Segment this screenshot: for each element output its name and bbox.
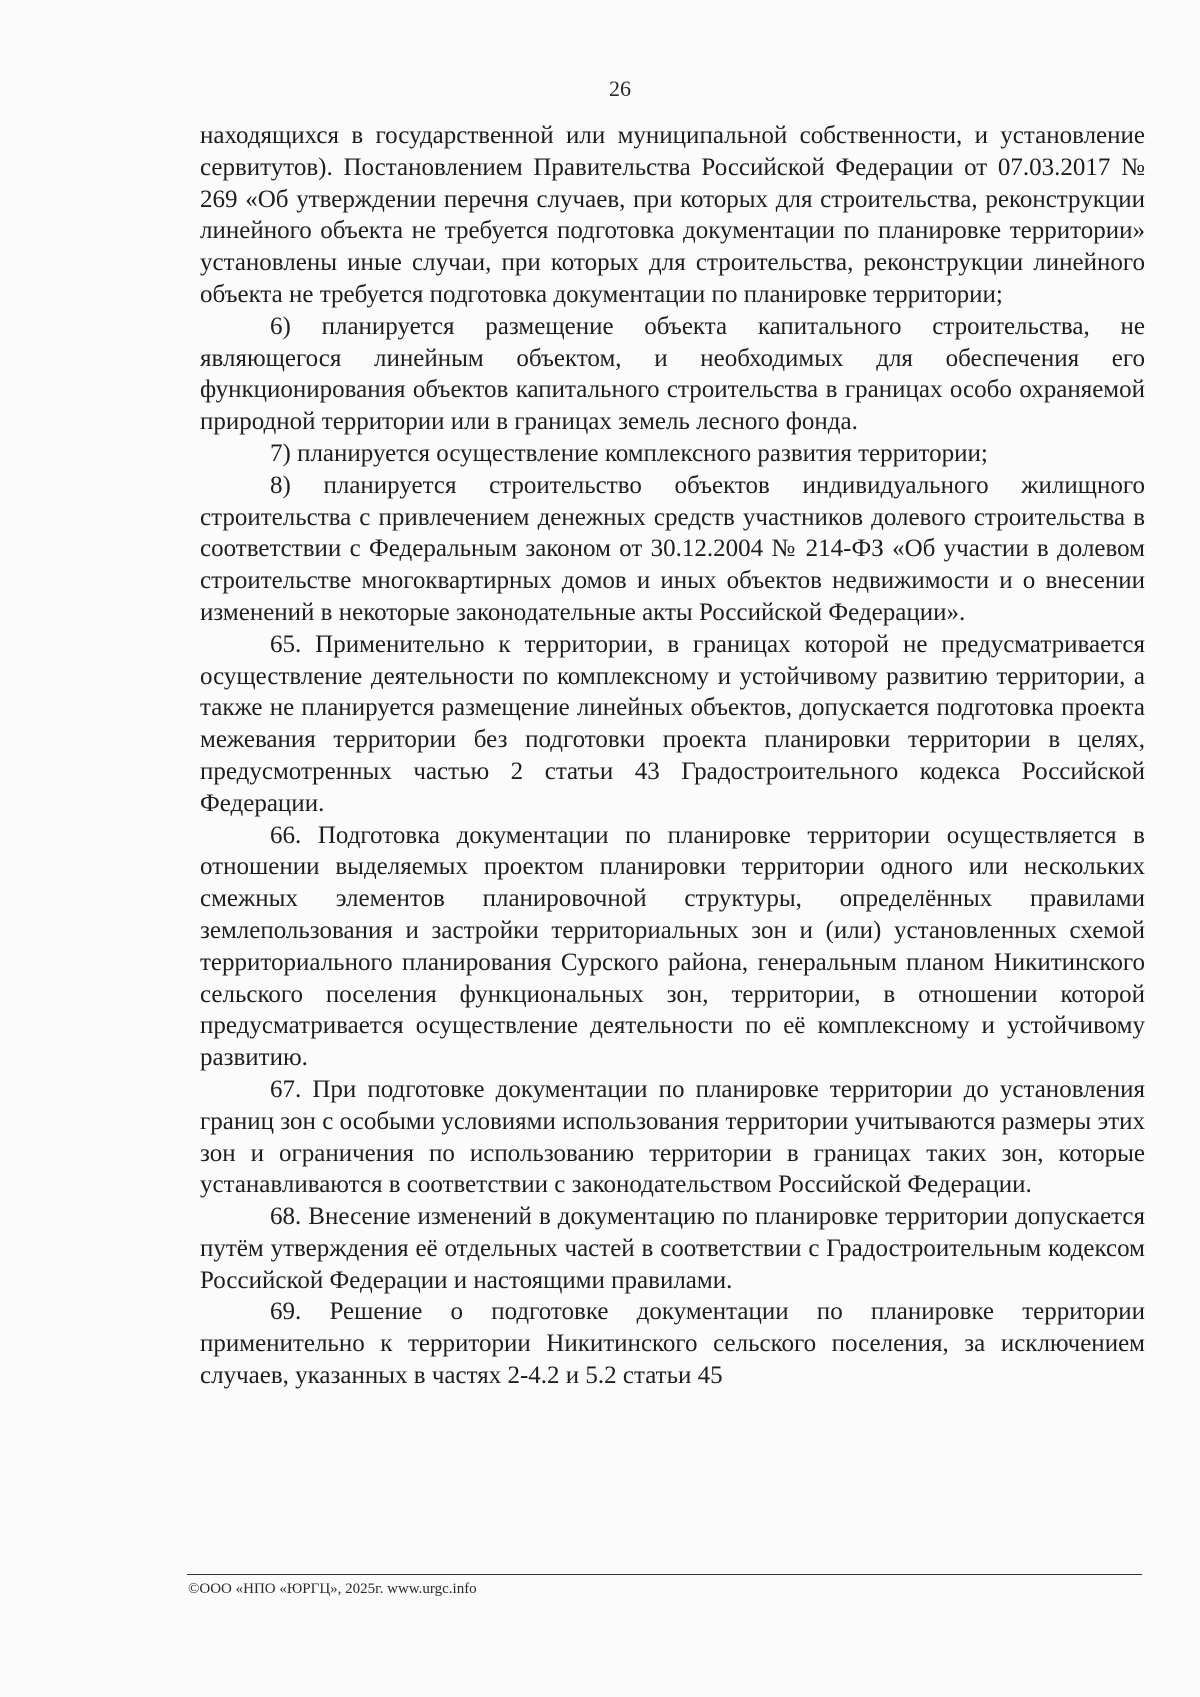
paragraph-65: 65. Применительно к территории, в границах которой не предусматривается осуществление деятельности по комплексному и устойчивому развитию территории, а также не планируется размещение линейных объектов, допускается подготовка проекта межевания территории без подготовки проекта планировки территории в целях, предусмотренных частью 2 статьи 43 Градостроительного кодекса Российской Федерации.: [200, 630, 1145, 817]
paragraph-67: 67. При подготовке документации по планировке территории до установления границ зон с особыми условиями использования территории учитываются размеры этих зон и ограничения по использованию территории в границах таких зон, которые устанавливаются в соответствии с законодательством Российской Федерации.: [200, 1075, 1145, 1199]
footer-divider: [187, 1574, 1142, 1575]
document-body: [200, 120, 1145, 1392]
paragraph-item-6: 6) планируется размещение объекта капитального строительства, не являющегося линейным объектом, и необходимых для обеспечения его функционирования объектов капитального строительства в границах особо охраняемой природной территории или в границах земель лесного фонда.: [200, 312, 1145, 436]
paragraph-continuation: находящихся в государственной или муниципальной собственности, и установление сервитутов). Постановлением Правительства Российской Федерации от 07.03.2017 № 269 «Об утверждении перечня случаев, при которых для строительства, реконструкции линейного объекта не требуется подготовка документации по планировке территории» установлены иные случаи, при которых для строительства, реконструкции линейного объекта не требуется подготовка документации по планировке территории;: [200, 122, 1145, 308]
paragraph-item-8: 8) планируется строительство объектов индивидуального жилищного строительства с привлечением денежных средств участников долевого строительства в соответствии с Федеральным законом от 30.12.2004 № 214-ФЗ «Об участии в долевом строительстве многоквартирных домов и иных объектов недвижимости и о внесении изменений в некоторые законодательные акты Российской Федерации».: [200, 471, 1145, 626]
paragraph-68: 68. Внесение изменений в документацию по планировке территории допускается путём утверждения её отдельных частей в соответствии с Градостроительным кодексом Российской Федерации и настоящими правилами.: [200, 1203, 1145, 1294]
footer-copyright: ©ООО «НПО «ЮРГЦ», 2025г. www.urgc.info: [188, 1581, 477, 1597]
paragraph-69: 69. Решение о подготовке документации по планировке территории применительно к территории Никитинского сельского поселения, за исключением случаев, указанных в частях 2-4.2 и 5.2 статьи 45: [200, 1298, 1145, 1390]
paragraph-66: 66. Подготовка документации по планировке территории осуществляется в отношении выделяемых проектом планировки территории одного или нескольких смежных элементов планировочной структуры, определённых правилами землепользования и застройки территориальных зон и (или) установленных схемой территориального планирования Сурского района, генеральным планом Никитинского сельского поселения функциональных зон, территории, в отношении которой предусматривается осуществление деятельности по её комплексному и устойчивому развитию.: [200, 821, 1145, 1072]
page-number: 26: [609, 76, 631, 101]
paragraph-item-7: 7) планируется осуществление комплексного развития территории;: [270, 439, 988, 467]
